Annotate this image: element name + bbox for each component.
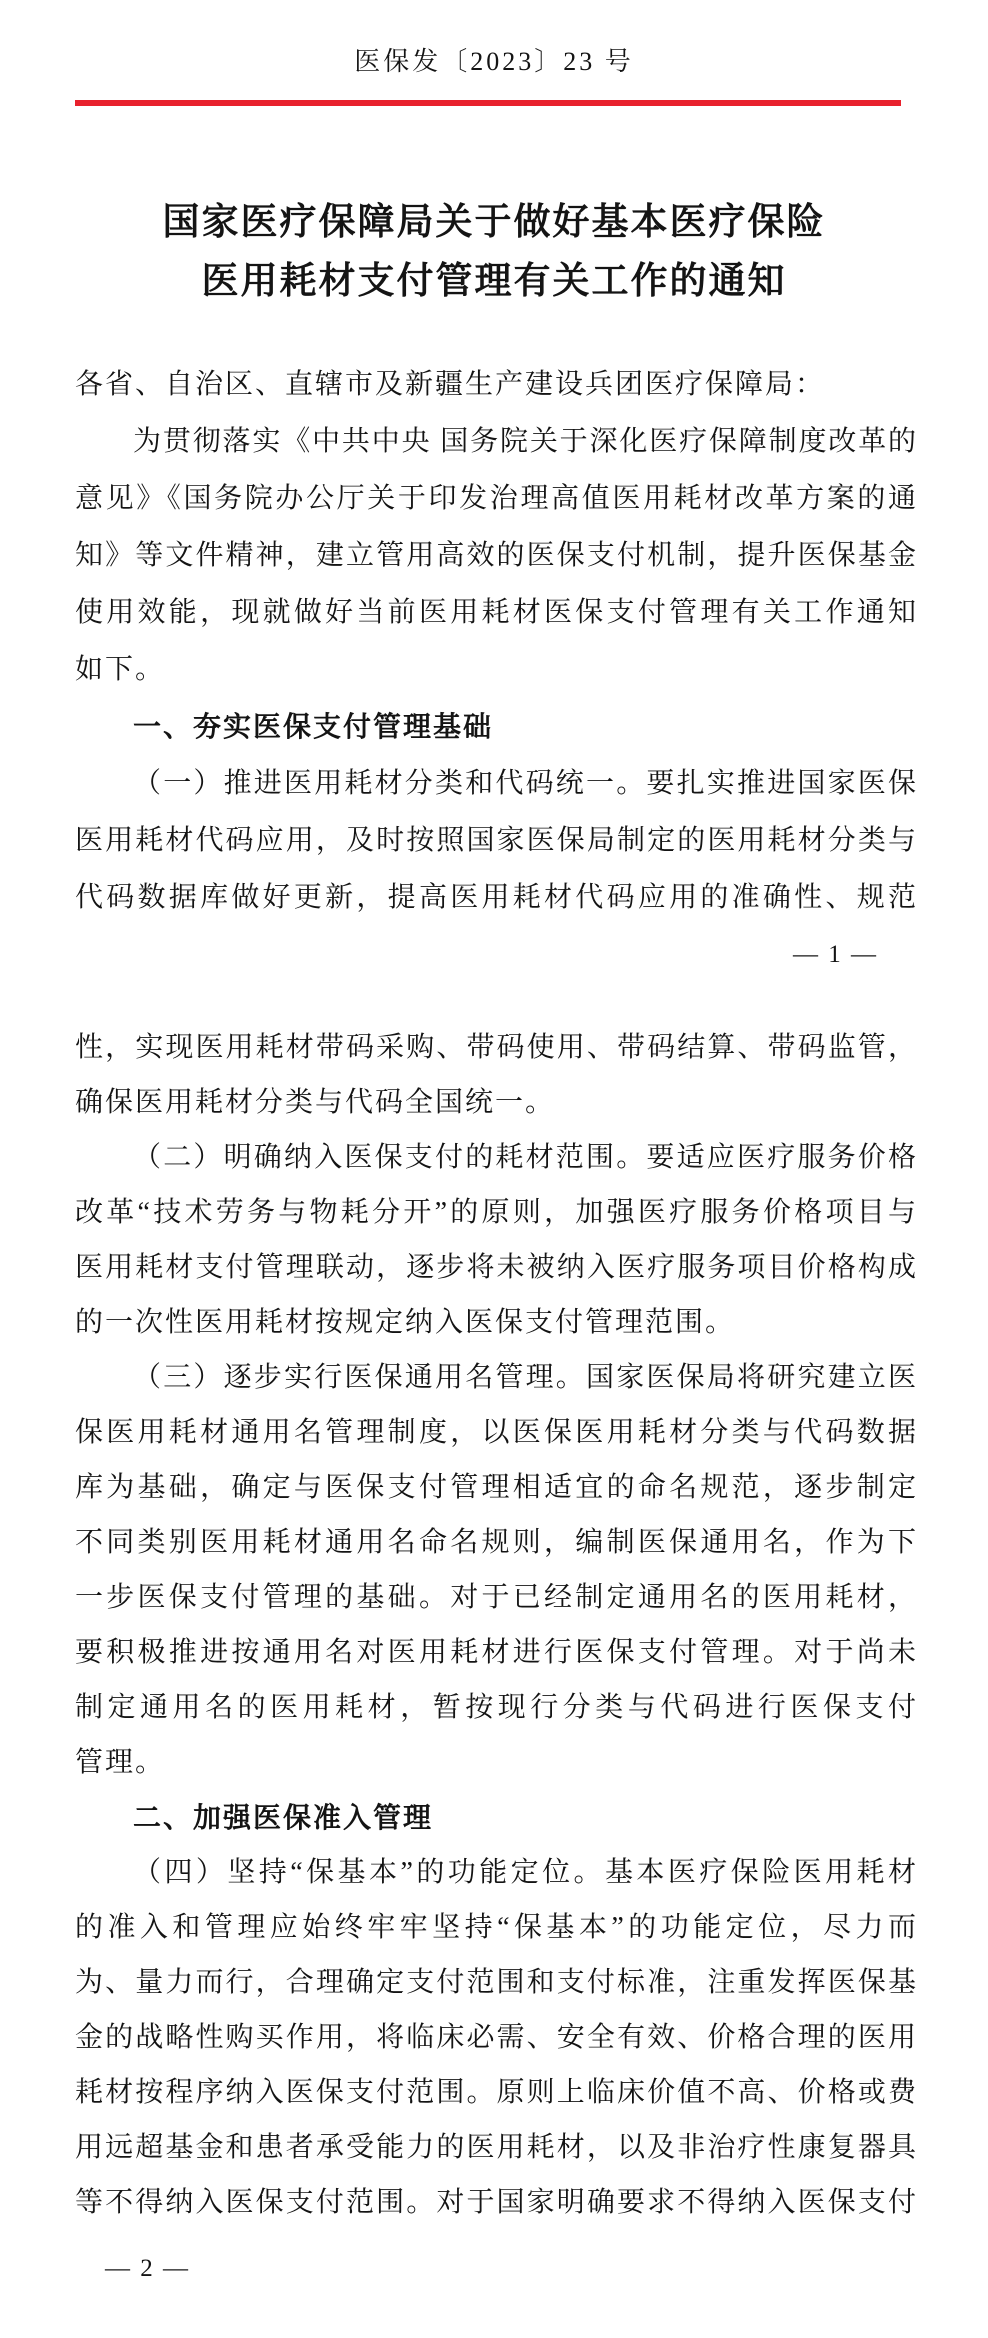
- text-line: 金的战略性购买作用，将临床必需、安全有效、价格合理的医用: [75, 2022, 916, 2053]
- text-line: 医用耗材支付管理联动，逐步将未被纳入医疗服务项目价格构成: [75, 1252, 916, 1283]
- doc-number: 医保发〔2023〕23 号: [354, 47, 634, 76]
- doc-title-line2: 医用耗材支付管理有关工作的通知: [201, 261, 787, 302]
- text-line: 保医用耗材通用名管理制度，以医保医用耗材分类与代码数据: [75, 1417, 916, 1448]
- text-line: （一）推进医用耗材分类和代码统一。要扎实推进国家医保: [133, 768, 916, 799]
- text-line: 改革“技术劳务与物耗分开”的原则，加强医疗服务价格项目与: [75, 1197, 916, 1228]
- text-line: （三）逐步实行医保通用名管理。国家医保局将研究建立医: [133, 1362, 916, 1393]
- text-line: 为贯彻落实《中共中央 国务院关于深化医疗保障制度改革的: [133, 426, 916, 457]
- text-line: 使用效能，现就做好当前医用耗材医保支付管理有关工作通知: [75, 597, 916, 628]
- text-line: 一步医保支付管理的基础。对于已经制定通用名的医用耗材，: [75, 1582, 916, 1613]
- text-line: 意见》《国务院办公厅关于印发治理高值医用耗材改革方案的通: [75, 483, 916, 514]
- text-line: 要积极推进按通用名对医用耗材进行医保支付管理。对于尚未: [75, 1637, 916, 1668]
- text-line: 库为基础，确定与医保支付管理相适宜的命名规范，逐步制定: [75, 1472, 916, 1503]
- text-line: 如下。: [75, 654, 166, 685]
- text-line: 等不得纳入医保支付范围。对于国家明确要求不得纳入医保支付: [75, 2187, 916, 2218]
- page2-body: [75, 1020, 916, 2230]
- doc-title-line1: 国家医疗保障局关于做好基本医疗保险: [162, 202, 826, 243]
- text-line: 知》等文件精神，建立管用高效的医保支付机制，提升医保基金: [75, 540, 916, 571]
- section-heading: 一、夯实医保支付管理基础: [133, 711, 494, 742]
- page2-number: — 2 —: [105, 2255, 190, 2282]
- text-line: 的准入和管理应始终牢牢坚持“保基本”的功能定位，尽力而: [75, 1912, 916, 1943]
- section-heading: 二、加强医保准入管理: [133, 1802, 434, 1833]
- page1-number: — 1 —: [793, 941, 878, 968]
- text-line: 性，实现医用耗材带码采购、带码使用、带码结算、带码监管，: [75, 1032, 916, 1063]
- text-line: 的一次性医用耗材按规定纳入医保支付管理范围。: [75, 1307, 736, 1338]
- text-line: 为、量力而行，合理确定支付范围和支付标准，注重发挥医保基: [75, 1967, 916, 1998]
- text-line: 医用耗材代码应用，及时按照国家医保局制定的医用耗材分类与: [75, 825, 916, 856]
- text-line: 确保医用耗材分类与代码全国统一。: [75, 1087, 556, 1118]
- text-line: （二）明确纳入医保支付的耗材范围。要适应医疗服务价格: [133, 1142, 916, 1173]
- page1-body: [75, 356, 916, 926]
- text-line: （四）坚持“保基本”的功能定位。基本医疗保险医用耗材: [133, 1857, 916, 1888]
- red-divider-line: [75, 100, 901, 106]
- text-line: 用远超基金和患者承受能力的医用耗材，以及非治疗性康复器具: [75, 2132, 916, 2163]
- text-line: 管理。: [75, 1747, 166, 1778]
- text-line: 耗材按程序纳入医保支付范围。原则上临床价值不高、价格或费: [75, 2077, 916, 2108]
- doc-title: [0, 193, 988, 311]
- text-line: 不同类别医用耗材通用名命名规则，编制医保通用名，作为下: [75, 1527, 916, 1558]
- text-line: 代码数据库做好更新，提高医用耗材代码应用的准确性、规范: [75, 882, 916, 913]
- text-line: 各省、自治区、直辖市及新疆生产建设兵团医疗保障局：: [75, 369, 826, 400]
- text-line: 制定通用名的医用耗材，暂按现行分类与代码进行医保支付: [75, 1692, 916, 1723]
